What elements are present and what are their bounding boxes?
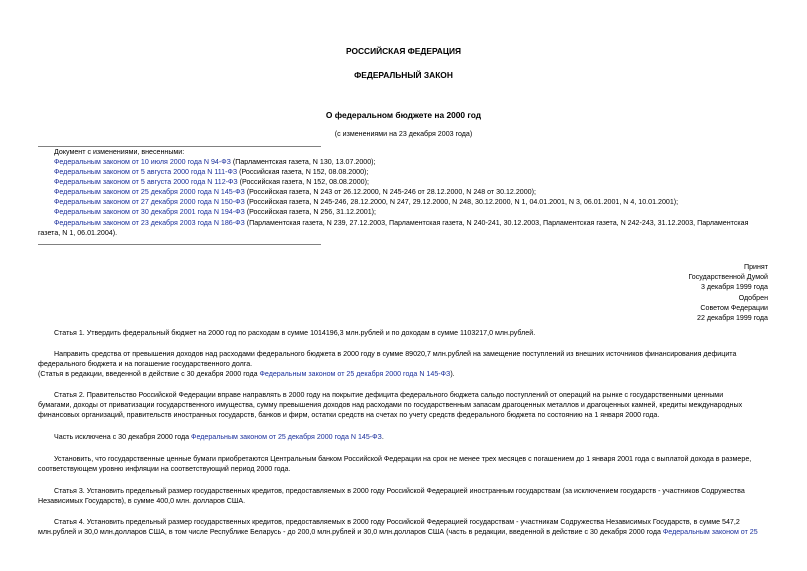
- paragraph-line: Установить, что государственные ценные бумаги приобретаются Центральным банком Российской Федерации на срок не менее трех месяцев с погашением до 1 января 2001 года с выплатой дохода в размере,: [54, 455, 752, 463]
- amendment-source: (Парламентская газета, N 130, 13.07.2000);: [230, 158, 376, 166]
- amendment-item: [54, 188, 536, 197]
- paragraph-line: федерального бюджета и на погашение государственного долга.: [38, 360, 253, 369]
- amendment-link[interactable]: Федеральным законом от 27 декабря 2000 года N 150-ФЗ: [54, 198, 245, 206]
- law-type-heading: ФЕДЕРАЛЬНЫЙ ЗАКОН: [354, 70, 453, 80]
- amendment-source: (Российская газета, N 152, 08.08.2000);: [237, 168, 369, 176]
- changes-note: (с изменениями на 23 декабря 2003 года): [334, 130, 473, 138]
- article-4: [38, 517, 769, 537]
- article-1: [38, 328, 769, 338]
- paragraph-line: финансовых организаций, правительств иностранных государств, банков и фирм, остатки средств на счетах по учету средств федерального бюджета по состоянию на 1 января 2000 года.: [38, 411, 660, 420]
- edition-note-link[interactable]: Федеральным законом от 25 декабря 2000 года N 145-ФЗ: [259, 370, 451, 379]
- adoption-line: 3 декабря 1999 года: [700, 283, 768, 292]
- excluded-note-text: Часть исключена с 30 декабря 2000 года: [54, 433, 192, 441]
- amendments-top-divider: [38, 146, 321, 147]
- paragraph-line: Статья 4. Установить предельный размер государственных кредитов, предоставляемых в 2000 году Российской Федерацией государствам - участникам Содружества Независимых Государств, в сумме 547,2: [54, 518, 740, 526]
- article-3: [38, 486, 769, 506]
- edition-note-end: ).: [450, 370, 455, 379]
- amendment-source: (Российская газета, N 245-246, 28.12.2000, N 247, 29.12.2000, N 248, 30.12.2000, N 1, 04.01.2001, N 3, 06.01.2001, N 4, 10.01.2001);: [244, 198, 679, 206]
- amendment-link[interactable]: Федеральным законом от 23 декабря 2003 года N 186-ФЗ: [54, 219, 245, 227]
- amendment-source: (Российская газета, N 256, 31.12.2001);: [244, 208, 377, 216]
- securities-paragraph: [38, 454, 769, 474]
- article-4-link[interactable]: Федеральным законом от 25: [662, 528, 758, 537]
- amendments-intro: Документ с изменениями, внесенными:: [54, 148, 185, 156]
- amendment-link[interactable]: Федеральным законом от 25 декабря 2000 года N 145-ФЗ: [54, 188, 245, 196]
- article-1-text: Статья 1. Утвердить федеральный бюджет на 2000 год по расходам в сумме 1014196,3 млн.рублей и по доходам в сумме 1103217,0 млн.рублей.: [54, 329, 536, 337]
- amendment-source: (Российская газета, N 243 от 26.12.2000, N 245-246 от 28.12.2000, N 248 от 30.12.2000);: [244, 188, 536, 196]
- amendments-bottom-divider: [38, 244, 321, 245]
- article-2: [38, 390, 769, 421]
- paragraph-line: Статья 3. Установить предельный размер государственных кредитов, предоставляемых в 2000 году Российской Федерацией иностранным государствам (за исключением государств - участников Содружества: [54, 487, 745, 495]
- amendment-source: (Российская газета, N 152, 08.08.2000);: [237, 178, 369, 186]
- excluded-part-note: [38, 432, 769, 442]
- paragraph-line: соответствующем уровню инфляции на соответствующий период 2000 года.: [38, 465, 291, 474]
- amendment-source: (Парламентская газета, N 239, 27.12.2003, Парламентская газета, N 240-241, 30.12.2003, Парламентская газета, N 242-243, 31.12.2003, Парламентская: [244, 219, 749, 227]
- amendment-item: [54, 208, 376, 217]
- adoption-line: Принят: [743, 263, 768, 271]
- amendment-continuation: газета, N 1, 06.01.2004).: [38, 229, 118, 237]
- amendment-link[interactable]: Федеральным законом от 10 июля 2000 года N 94-ФЗ: [54, 158, 231, 166]
- excluded-note-end: .: [381, 433, 384, 441]
- amendment-item: [54, 168, 368, 177]
- amendment-link[interactable]: Федеральным законом от 5 августа 2000 года N 112-ФЗ: [54, 178, 238, 186]
- amendment-item: [54, 198, 678, 207]
- paragraph-line: млн.рублей и 30,0 млн.долларов США, в том числе Республике Беларусь - до 200,0 млн.рублей и 30,0 млн.долларов США (часть в редакции, введенной в действие с 30 декабря 2000 года: [38, 528, 663, 537]
- adoption-line: Государственной Думой: [688, 273, 768, 282]
- amendment-link[interactable]: Федеральным законом от 30 декабря 2001 года N 194-ФЗ: [54, 208, 245, 216]
- adoption-line: Одобрен: [738, 293, 768, 302]
- amendment-item: [54, 178, 369, 187]
- paragraph-line: бумагами, доходы от приватизации государственного имущества, сумму превышения доходов над расходами по государственным запасам драгоценных металлов и драгоценных камней, кредиты международных: [38, 401, 743, 410]
- adoption-line: 22 декабря 1999 года: [697, 314, 768, 323]
- adoption-line: Советом Федерации: [700, 303, 768, 312]
- adoption-block: [688, 262, 768, 323]
- amendment-item: [54, 219, 748, 228]
- paragraph-line: Направить средства от превышения доходов над расходами федерального бюджета в 2000 году в сумме 89020,7 млн.рублей на замещение поступлений из внешних источников финансирования дефицита: [54, 350, 737, 358]
- article-1-paragraph-2: [38, 349, 769, 380]
- amendment-item: [54, 158, 376, 167]
- amendment-link[interactable]: Федеральным законом от 5 августа 2000 года N 111-ФЗ: [54, 168, 238, 176]
- paragraph-line: Статья 2. Правительство Российской Федерации вправе направлять в 2000 году на покрытие дефицита федерального бюджета сальдо поступлений от операций на рынке с государственными ценными: [54, 391, 724, 399]
- paragraph-line: Независимых Государств), в сумме 400,0 млн. долларов США.: [38, 497, 246, 506]
- federation-heading: РОССИЙСКАЯ ФЕДЕРАЦИЯ: [345, 46, 462, 56]
- edition-note: (Статья в редакции, введенной в действие с 30 декабря 2000 года: [38, 370, 260, 379]
- document-title: О федеральном бюджете на 2000 год: [325, 110, 482, 120]
- excluded-note-link[interactable]: Федеральным законом от 25 декабря 2000 года N 145-ФЗ: [191, 433, 382, 441]
